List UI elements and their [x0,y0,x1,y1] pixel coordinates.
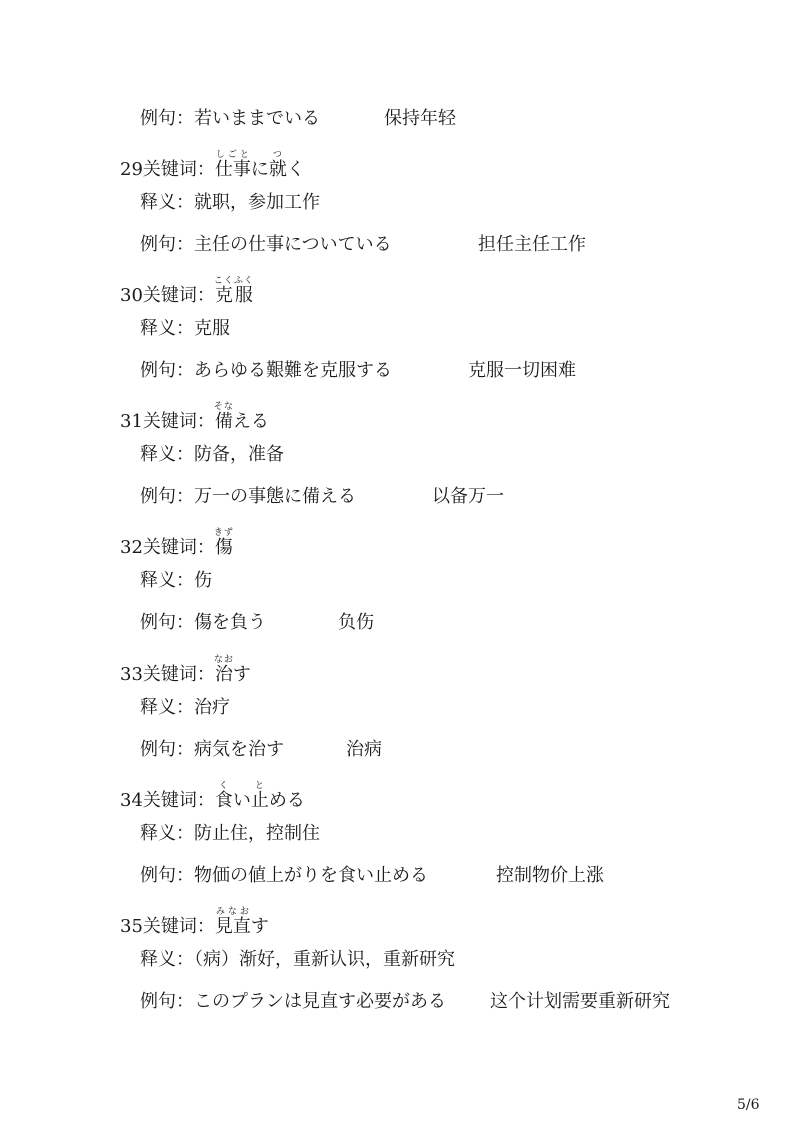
example-label: 例句： [140,486,194,507]
furigana: こくふく [213,276,254,286]
keyword-text [214,150,305,180]
keyword-kana: に [250,159,269,180]
furigana: つ [268,150,287,160]
gloss-label: 释义： [140,570,194,591]
example-label: 例句： [140,108,194,129]
gloss-text: 伤 [194,570,212,591]
gloss-text: （病）渐好，重新认识，重新研究 [194,949,455,970]
keyword-kanji: 備 [213,411,234,432]
entry-number: 31 [120,411,143,432]
keyword-kanji: 見直 [214,916,251,937]
gloss-label: 释义： [140,318,194,339]
entry-number: 34 [120,790,143,811]
gloss-label: 释义： [140,823,194,844]
gloss-label: 释义： [140,949,194,970]
example-line [140,612,266,634]
entry-number: 30 [120,285,143,306]
example-chinese: 保持年轻 [384,108,456,129]
gloss-label: 释义： [140,444,194,465]
keyword-kana: える [232,411,269,432]
example-chinese: 治病 [346,739,382,760]
gloss-line [140,444,284,466]
example-japanese: 若いままでいる [194,108,320,129]
example-label: 例句： [140,360,194,381]
example-japanese: 万一の事態に備える [194,486,356,507]
keyword-ruby [214,907,251,937]
keyword-text [214,781,305,811]
entry-number: 32 [120,537,143,558]
keyword-text [213,655,251,685]
example-chinese: 负伤 [338,612,374,633]
example-label: 例句： [140,739,194,760]
gloss-line [140,318,230,340]
gloss-text: 就职，参加工作 [194,192,320,213]
example-label: 例句： [140,234,194,255]
example-line [140,865,428,887]
example-japanese: あらゆる艱難を克服する [194,360,392,381]
gloss-text: 克服 [194,318,230,339]
keyword-kanji: 克服 [213,285,254,306]
keyword-label: 关键词： [142,159,215,180]
keyword-label: 关键词： [142,285,215,306]
keyword-ruby [213,276,254,306]
furigana: なお [213,655,234,665]
keyword-kanji: 食 [214,790,233,811]
keyword-ruby [213,528,234,558]
example-chinese: 以备万一 [432,486,504,507]
keyword-kanji: 治 [213,664,234,685]
keyword-label: 关键词： [142,664,215,685]
keyword-heading [120,781,305,812]
gloss-text: 防备，准备 [194,444,284,465]
keyword-heading [120,907,269,938]
gloss-label: 释义： [140,697,194,718]
keyword-ruby [250,781,269,811]
furigana: く [214,781,233,791]
keyword-ruby [268,150,287,180]
example-japanese: 病気を治す [194,739,284,760]
keyword-heading [120,402,269,433]
gloss-text: 治疗 [194,697,230,718]
keyword-kanji: 止 [250,790,269,811]
keyword-kana: い [232,790,251,811]
gloss-text: 防止住，控制住 [194,823,320,844]
gloss-label: 释义： [140,192,194,213]
keyword-text [213,528,234,558]
keyword-heading [120,528,234,559]
example-japanese: 傷を負う [194,612,266,633]
keyword-label: 关键词： [142,537,215,558]
keyword-text [213,402,269,432]
keyword-kana: く [286,159,305,180]
entry-number: 29 [120,159,143,180]
example-chinese: 这个计划需要重新研究 [490,991,670,1012]
keyword-ruby [214,150,251,180]
keyword-ruby [213,402,234,432]
gloss-line [140,823,320,845]
example-label: 例句： [140,865,194,886]
furigana: そな [213,402,234,412]
furigana: と [250,781,269,791]
example-line [140,108,320,130]
example-line [140,991,446,1013]
furigana: きず [213,528,234,538]
keyword-heading [120,655,251,686]
keyword-ruby [214,781,233,811]
gloss-line [140,949,455,971]
entry-number: 35 [120,916,143,937]
example-label: 例句： [140,991,194,1012]
keyword-kana: す [232,664,251,685]
example-line [140,486,356,508]
keyword-ruby [213,655,234,685]
keyword-text [213,276,254,306]
keyword-heading [120,150,305,181]
entry-number: 33 [120,664,143,685]
keyword-kana: す [250,916,269,937]
gloss-line [140,570,212,592]
keyword-kana: める [268,790,305,811]
keyword-label: 关键词： [142,411,215,432]
keyword-label: 关键词： [142,790,215,811]
keyword-kanji: 就 [268,159,287,180]
example-japanese: 物価の値上がりを食い止める [194,865,428,886]
example-chinese: 克服一切困难 [468,360,576,381]
furigana: みなお [214,907,251,917]
gloss-line [140,697,230,719]
example-line [140,739,284,761]
example-japanese: 主任の仕事についている [194,234,392,255]
example-chinese: 控制物价上涨 [496,865,604,886]
example-chinese: 担任主任工作 [478,234,586,255]
gloss-line [140,192,320,214]
keyword-heading [120,276,254,307]
furigana: しごと [214,150,251,160]
example-label: 例句： [140,612,194,633]
keyword-kanji: 傷 [213,537,234,558]
example-line [140,234,392,256]
page-number: 5/6 [737,1097,760,1113]
example-line [140,360,392,382]
keyword-text [214,907,269,937]
keyword-label: 关键词： [142,916,215,937]
example-japanese: このプランは見直す必要がある [194,991,446,1012]
keyword-kanji: 仕事 [214,159,251,180]
